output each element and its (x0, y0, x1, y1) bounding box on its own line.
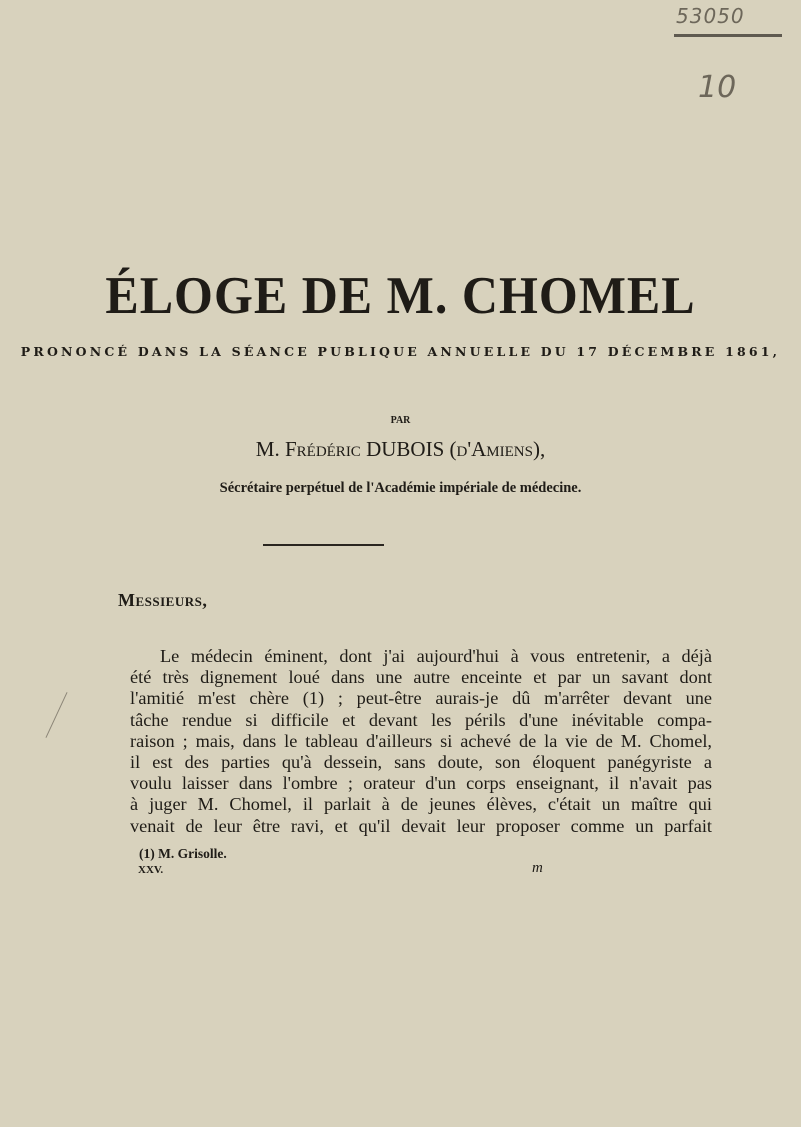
gathering-signature: XXV. (138, 864, 164, 876)
body-paragraph (130, 646, 712, 837)
handwritten-underline (674, 34, 782, 37)
handwritten-folio-number: 10 (698, 70, 737, 105)
text-line: venait de leur être ravi, et qu'il devait leur proposer comme un parfait (130, 815, 712, 836)
divider (263, 544, 384, 546)
text-line: été très dignement loué dans une autre enceinte et par un savant dont (130, 667, 712, 688)
author-suffix: (d'Amiens), (449, 437, 546, 461)
page-title: ÉLOGE DE M. CHOMEL (105, 265, 696, 325)
text-line: à juger M. Chomel, il parlait à de jeunes élèves, c'était un maître qui (130, 794, 712, 815)
author-role: Sécrétaire perpétuel de l'Académie impériale de médecine. (219, 480, 582, 496)
text-line: l'amitié m'est chère (1) ; peut-être aurais-je dû m'arrêter devant une (130, 688, 712, 709)
margin-pencil-mark (45, 692, 67, 738)
text-line: voulu laisser dans l'ombre ; orateur d'un corps enseignant, il n'avait pas (130, 773, 712, 794)
subtitle: PRONONCÉ DANS LA SÉANCE PUBLIQUE ANNUELLE DU 17 DÉCEMBRE 1861, (20, 344, 781, 359)
author-line (0, 437, 801, 462)
author-last-name: DUBOIS (360, 437, 450, 461)
by-label: PAR (390, 415, 411, 426)
text-line: raison ; mais, dans le tableau d'ailleurs si achevé de la vie de M. Chomel, (130, 730, 712, 751)
footnote: (1) M. Grisolle. (139, 846, 227, 861)
text-line: il est des parties qu'à dessein, sans doute, son éloquent panégyriste a (130, 751, 712, 772)
text-line: tâche rendue si difficile et devant les périls d'une inévitable compa- (130, 709, 712, 730)
author-first-name: Frédéric (284, 437, 361, 461)
author-prefix: M. (255, 437, 285, 461)
handwritten-catalog-number: 53050 (676, 4, 745, 28)
salutation: Messieurs, (118, 590, 208, 610)
signature-mark: m (532, 860, 543, 876)
text-line: Le médecin éminent, dont j'ai aujourd'hui à vous entretenir, a déjà (160, 646, 712, 666)
